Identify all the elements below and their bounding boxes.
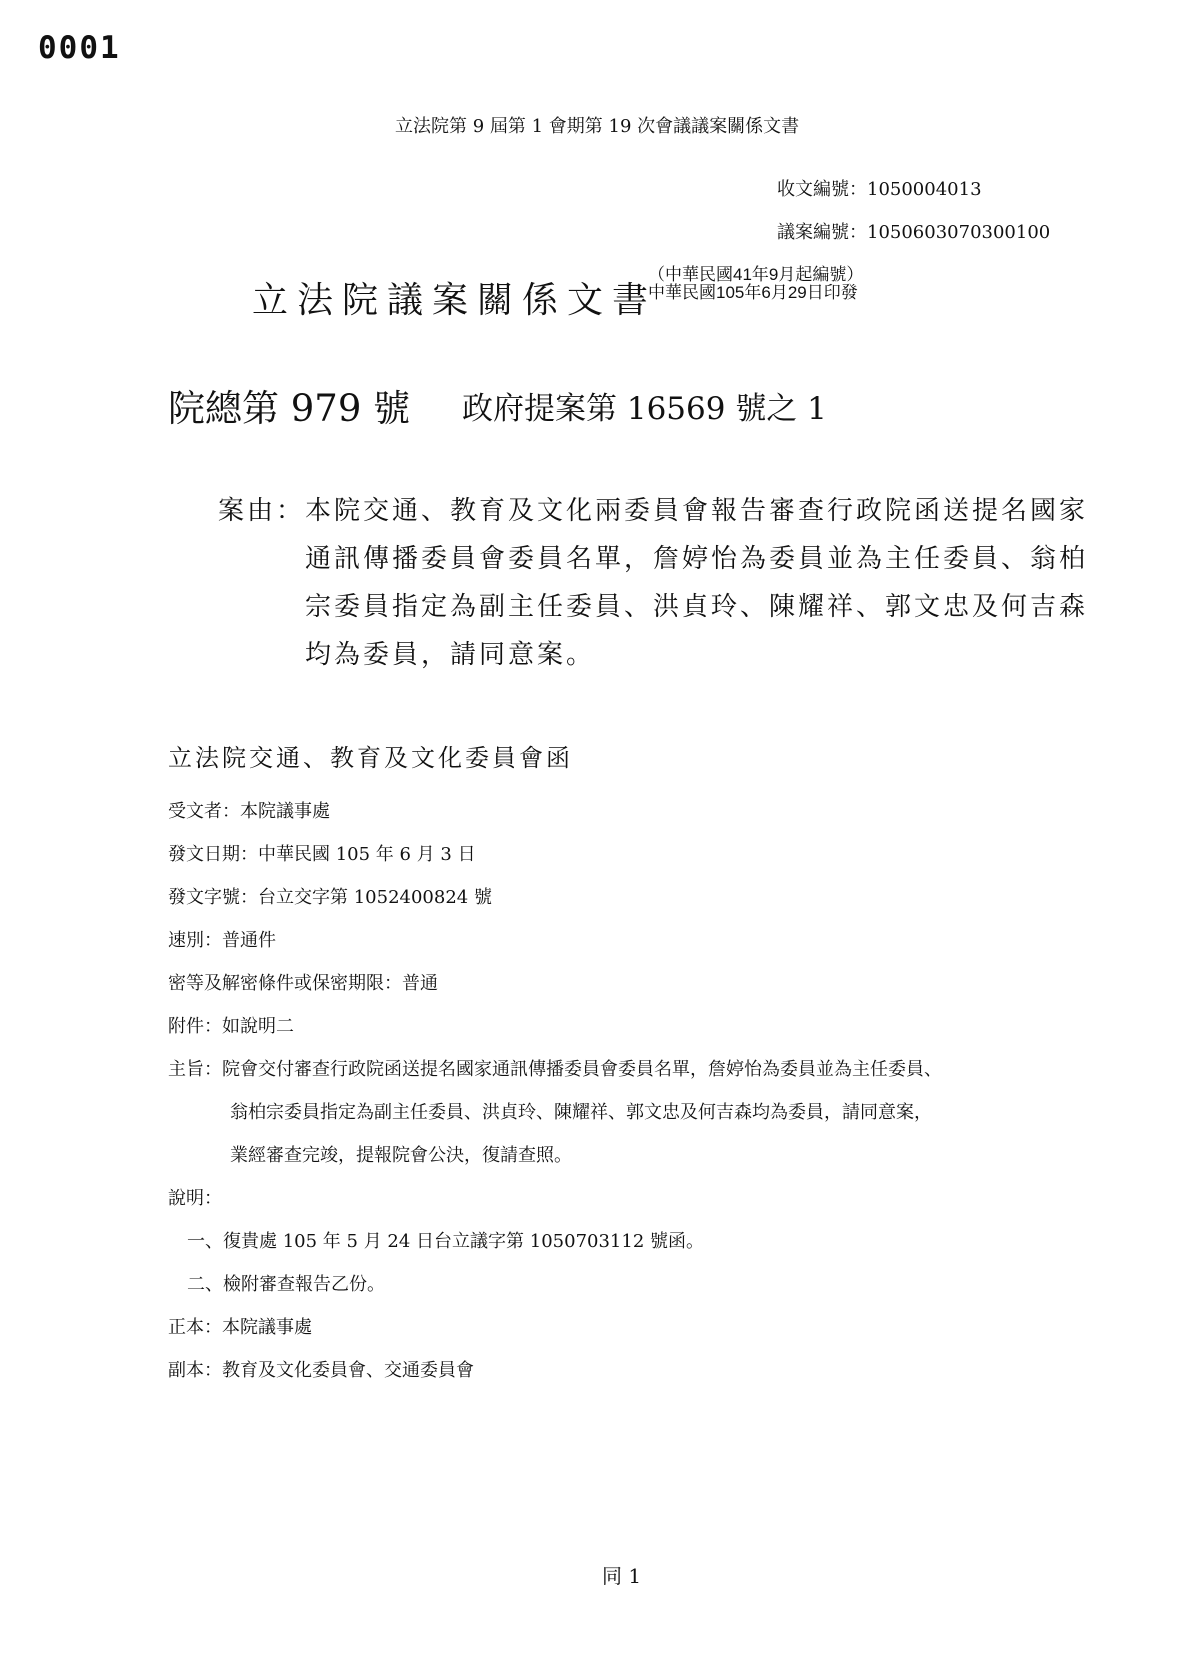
- subject-block: [218, 487, 1088, 679]
- explanation-item-2: 二、檢附審查報告乙份。: [187, 1274, 385, 1295]
- recipient-field: 受文者：本院議事處: [168, 801, 330, 822]
- title-note-print-date: 中華民國105年6月29日印發: [648, 283, 858, 302]
- explanation-item-1: 一、復貴處 105 年 5 月 24 日台立議字第 1050703112 號函。: [187, 1231, 705, 1252]
- page-number: 0001: [38, 30, 121, 66]
- bill-number: 議案編號：1050603070300100: [777, 222, 1051, 243]
- copy-recipient-field: 副本：教育及文化委員會、交通委員會: [168, 1360, 474, 1381]
- purpose-line-2: 翁柏宗委員指定為副主任委員、洪貞玲、陳耀祥、郭文忠及何吉森均為委員，請同意案，: [230, 1102, 932, 1123]
- speed-field: 速別：普通件: [168, 930, 276, 951]
- subject-label: 案由：: [218, 496, 306, 526]
- committee-letter-heading: 立法院交通、教育及文化委員會函: [168, 744, 573, 772]
- receipt-number: 收文編號：1050004013: [777, 179, 982, 200]
- secrecy-field: 密等及解密條件或保密期限：普通: [168, 973, 438, 994]
- purpose-line-3: 業經審查完竣，提報院會公決，復請查照。: [230, 1145, 572, 1166]
- title-note-numbering: （中華民國41年9月起編號）: [648, 265, 864, 284]
- house-general-number: 院總第 979 號: [168, 387, 411, 430]
- document-title: 立法院議案關係文書: [252, 280, 658, 321]
- issue-date-field: 發文日期：中華民國 105 年 6 月 3 日: [168, 844, 476, 865]
- attachment-field: 附件：如說明二: [168, 1016, 294, 1037]
- purpose-line-1: 主旨：院會交付審查行政院函送提名國家通訊傳播委員會委員名單，詹婷怡為委員並為主任委員、: [168, 1059, 942, 1080]
- session-header: 立法院第 9 屆第 1 會期第 19 次會議議案關係文書: [395, 116, 800, 137]
- original-recipient-field: 正本：本院議事處: [168, 1317, 312, 1338]
- explanation-label: 說明：: [168, 1188, 222, 1209]
- government-proposal-number: 政府提案第 16569 號之 1: [462, 391, 827, 427]
- reference-number-field: 發文字號：台立交字第 1052400824 號: [168, 887, 492, 908]
- footer-page-number: 同 1: [602, 1564, 642, 1588]
- subject-text: 本院交通、教育及文化兩委員會報告審查行政院函送提名國家通訊傳播委員會委員名單，詹婷怡為委員並為主任委員、翁柏宗委員指定為副主任委員、洪貞玲、陳耀祥、郭文忠及何吉森均為委員，請同意案。: [305, 496, 1089, 670]
- title-note: [648, 266, 863, 302]
